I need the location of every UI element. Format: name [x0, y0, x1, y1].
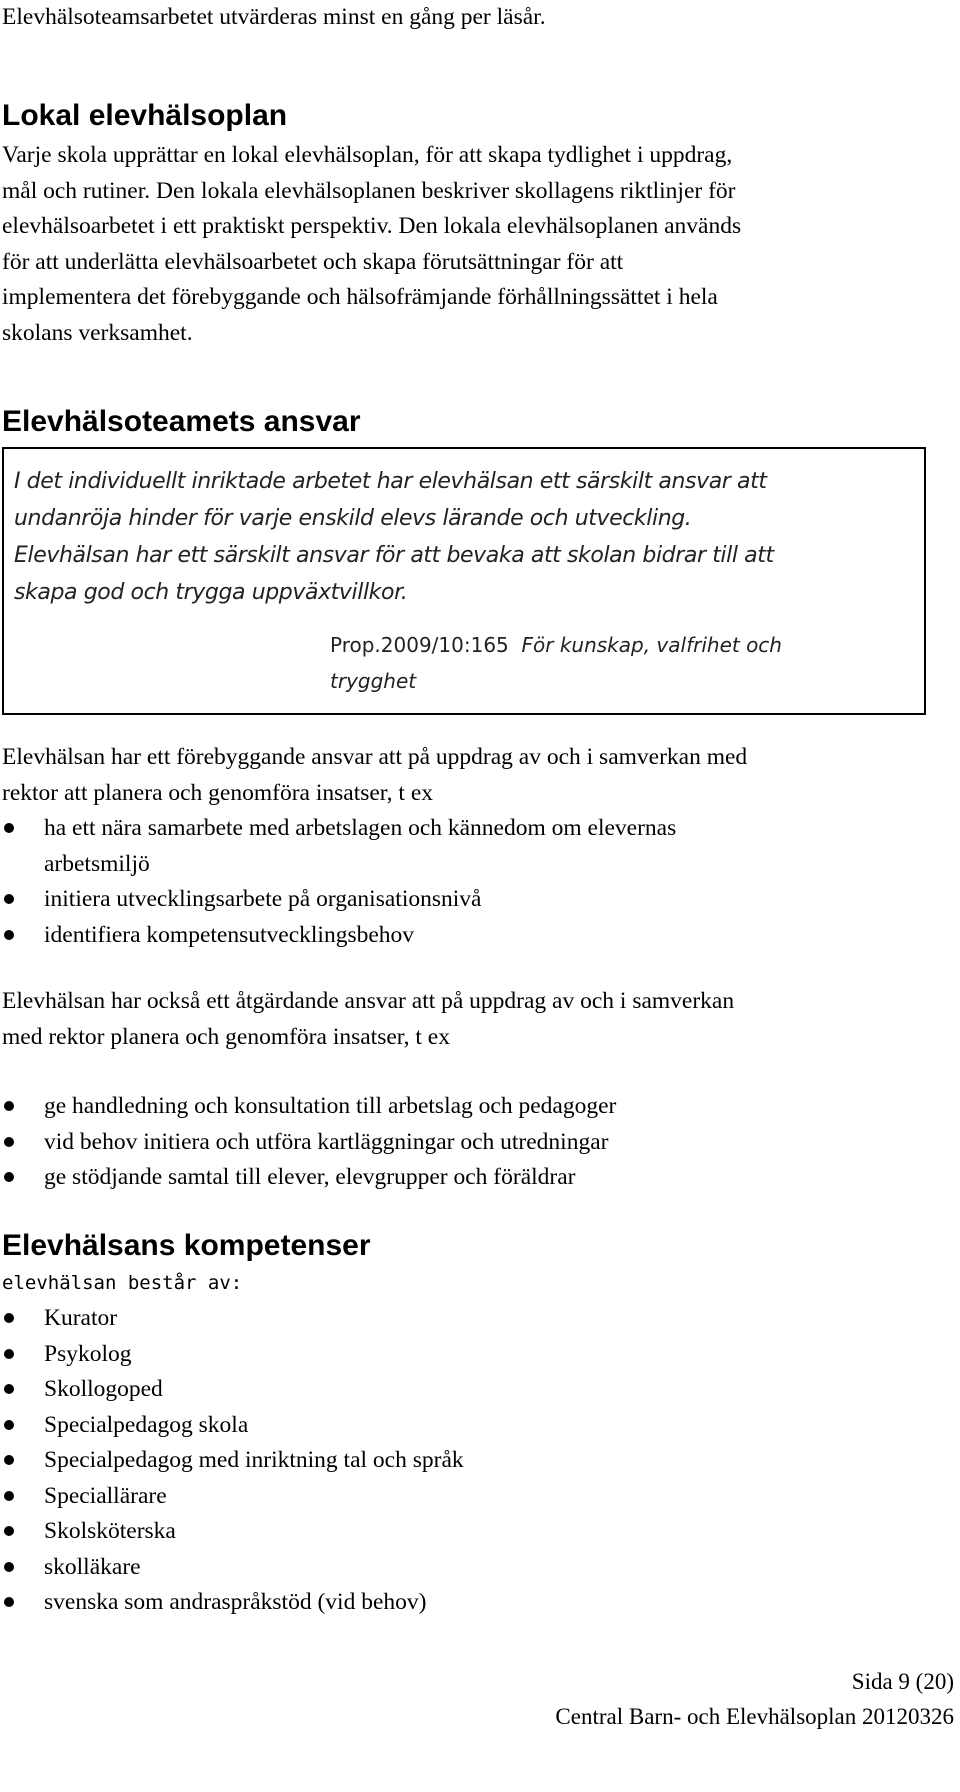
atgardande-paragraph: [0, 984, 950, 1055]
bullet-icon: [4, 1172, 14, 1182]
bullet-icon: [4, 1349, 14, 1359]
footer-document-name: Central Barn- och Elevhälsoplan 20120326: [555, 1704, 954, 1729]
bullet-icon: [4, 1137, 14, 1147]
list-item: initiera utvecklingsarbete på organisationsnivå: [0, 882, 950, 918]
bullet-icon: [4, 823, 14, 833]
list-item: skolläkare: [0, 1550, 950, 1586]
quote-source-title: För kunskap, valfrihet och: [521, 633, 782, 657]
bullet-icon: [4, 1384, 14, 1394]
paragraph-line: med rektor planera och genomföra insatser, t ex: [2, 1023, 450, 1050]
kompetenser-list: [0, 1301, 950, 1621]
paragraph-line: Varje skola upprättar en lokal elevhälsoplan, för att skapa tydlighet i uppdrag,: [2, 142, 733, 168]
forebyggande-paragraph: [0, 740, 950, 811]
paragraph-line: för att underlätta elevhälsoarbetet och skapa förutsättningar för att: [2, 248, 624, 275]
paragraph-line: rektor att planera och genomföra insatser, t ex: [2, 779, 434, 806]
quote-box: [2, 447, 926, 715]
paragraph-line: Elevhälsan har också ett åtgärdande ansvar att på uppdrag av och i samverkan: [2, 988, 735, 1014]
paragraph-line: skolans verksamhet.: [2, 319, 193, 346]
quote-line: skapa god och trygga uppväxtvillkor.: [14, 580, 408, 605]
list-item: Specialpedagog med inriktning tal och språk: [0, 1443, 950, 1479]
quote-line: Elevhälsan har ett särskilt ansvar för att bevaka att skolan bidrar till att: [14, 543, 774, 568]
list-item: Psykolog: [0, 1337, 950, 1373]
list-item: vid behov initiera och utföra kartläggningar och utredningar: [0, 1125, 950, 1161]
footer-page-number: Sida 9 (20): [851, 1669, 954, 1694]
quote-line: I det individuellt inriktade arbetet har elevhälsan ett särskilt ansvar att: [14, 469, 767, 494]
bullet-icon: [4, 1562, 14, 1572]
list-item: identifiera kompetensutvecklingsbehov: [0, 918, 950, 954]
bullet-icon: [4, 1420, 14, 1430]
paragraph-line: Elevhälsan har ett förebyggande ansvar att på uppdrag av och i samverkan med: [2, 744, 748, 770]
quote-text: [14, 463, 919, 611]
list-item: Skollogoped: [0, 1372, 950, 1408]
paragraph-line: mål och rutiner. Den lokala elevhälsoplanen beskriver skollagens riktlinjer för: [2, 177, 736, 204]
lokal-elevhalsoplan-paragraph: [0, 138, 950, 351]
list-item: Skolsköterska: [0, 1514, 950, 1550]
list-item: svenska som andraspråkstöd (vid behov): [0, 1585, 950, 1621]
quote-line: undanröja hinder för varje enskild elevs lärande och utveckling.: [14, 506, 692, 531]
forebyggande-list: [0, 811, 950, 953]
quote-source-title-cont: trygghet: [330, 669, 417, 693]
list-item: Kurator: [0, 1301, 950, 1337]
heading-elevhalsans-kompetenser: Elevhälsans kompetenser: [2, 1229, 371, 1262]
bullet-icon: [4, 1597, 14, 1607]
list-item: Specialpedagog skola: [0, 1408, 950, 1444]
heading-elevhalsoteamets-ansvar: Elevhälsoteamets ansvar: [2, 405, 361, 438]
top-line: Elevhälsoteamsarbetet utvärderas minst en gång per läsår.: [2, 4, 546, 30]
bullet-icon: [4, 1491, 14, 1501]
bullet-icon: [4, 1101, 14, 1111]
heading-lokal-elevhalsoplan: Lokal elevhälsoplan: [2, 99, 288, 132]
bullet-icon: [4, 1455, 14, 1465]
list-item: ha ett nära samarbete med arbetslagen och kännedom om elevernas arbetsmiljö: [0, 811, 950, 882]
quote-source-ref: Prop.2009/10:165: [330, 633, 509, 657]
paragraph-line: implementera det förebyggande och hälsofrämjande förhållningssättet i hela: [2, 284, 718, 310]
list-item: ge stödjande samtal till elever, elevgrupper och föräldrar: [0, 1160, 950, 1196]
bullet-icon: [4, 930, 14, 940]
atgardande-list: [0, 1089, 950, 1196]
quote-source: [330, 627, 890, 699]
kompetenser-intro: elevhälsan består av:: [2, 1272, 243, 1294]
list-item: ge handledning och konsultation till arbetslag och pedagoger: [0, 1089, 950, 1125]
bullet-icon: [4, 894, 14, 904]
bullet-icon: [4, 1313, 14, 1323]
paragraph-line: elevhälsoarbetet i ett praktiskt perspektiv. Den lokala elevhälsoplanen används: [2, 213, 742, 239]
bullet-icon: [4, 1526, 14, 1536]
list-item: Speciallärare: [0, 1479, 950, 1515]
